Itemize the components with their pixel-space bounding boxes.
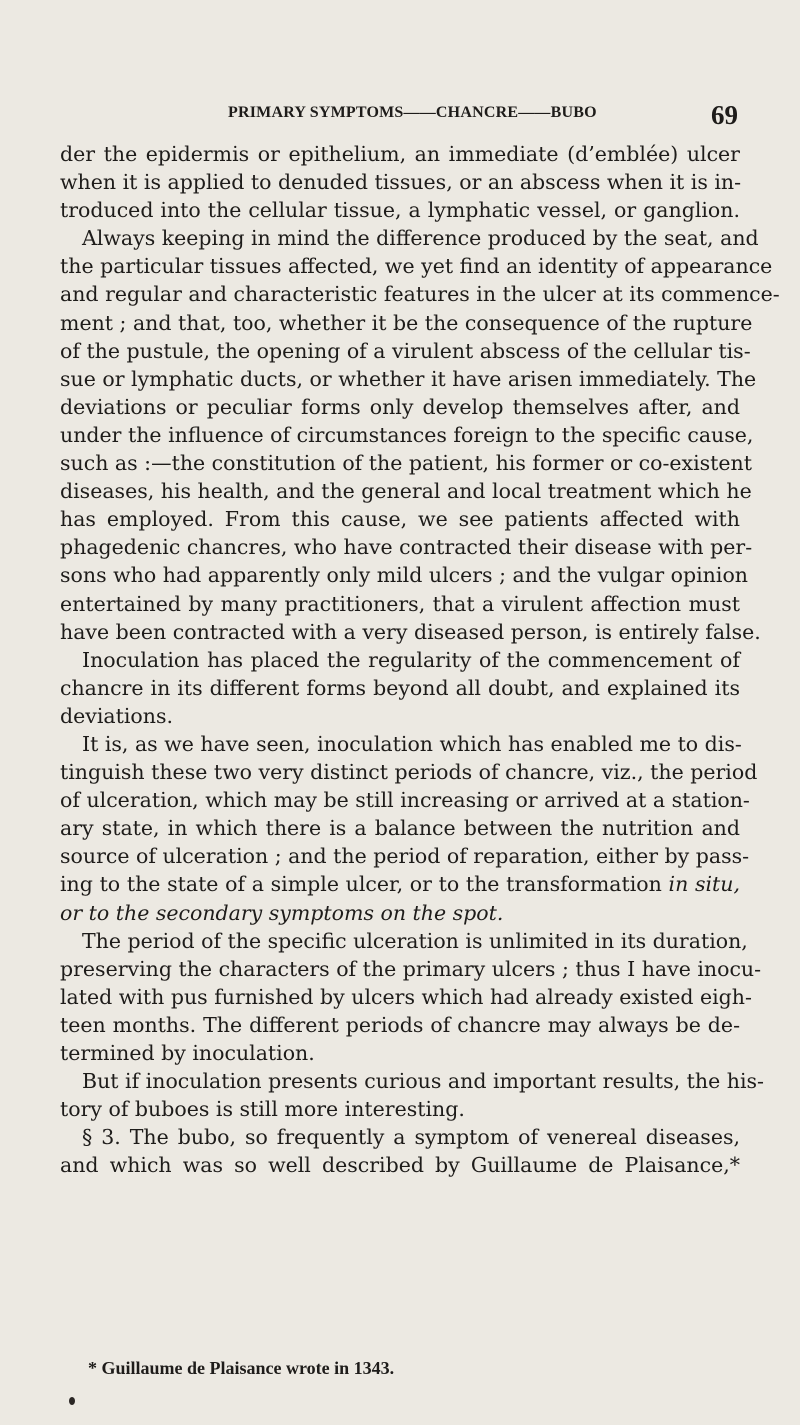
text-line: But if inoculation presents curious and important results, the his-: [82, 1069, 764, 1094]
text-line: Inoculation has placed the regularity of the commencement of: [82, 647, 740, 672]
text-line: sue or lymphatic ducts, or whether it have arisen immediately. The: [60, 366, 757, 391]
text-line: chancre in its different forms beyond all doubt, and explained its: [60, 675, 740, 700]
text-line: diseases, his health, and the general and local treatment which he: [60, 479, 752, 504]
text-line: deviations.: [60, 703, 173, 728]
text-line: lated with pus furnished by ulcers which had already existed eigh-: [60, 984, 752, 1009]
text-line: It is, as we have seen, inoculation which has enabled me to dis-: [82, 731, 742, 756]
text-line: and which was so well described by Guillaume de Plaisance,*: [60, 1153, 740, 1178]
text-line: has employed. From this cause, we see patients affected with: [60, 507, 740, 532]
text-line: tory of buboes is still more interesting.: [60, 1097, 465, 1122]
text-line: ary state, in which there is a balance between the nutrition and: [60, 816, 740, 841]
text-line: phagedenic chancres, who have contracted their disease with per-: [60, 535, 753, 560]
text-line: and regular and characteristic features in the ulcer at its commence-: [60, 282, 780, 307]
text-line: such as :—the constitution of the patient, his former or co-existent: [60, 451, 752, 476]
text-line: under the influence of circumstances foreign to the specific cause,: [60, 422, 754, 447]
page-header: [228, 100, 738, 130]
footnote: * Guillaume de Plaisance wrote in 1343.: [88, 1358, 395, 1378]
text-line: have been contracted with a very diseased person, is entirely false.: [60, 619, 761, 644]
running-head: PRIMARY SYMPTOMS——CHANCRE——BUBO: [228, 104, 597, 121]
text-line: deviations or peculiar forms only develop themselves after, and: [60, 394, 740, 419]
text-line: of ulceration, which may be still increasing or arrived at a station-: [60, 788, 750, 813]
text-line: [60, 899, 740, 927]
ink-speck: [69, 1397, 75, 1405]
text-line: the particular tissues affected, we yet find an identity of appearance: [60, 254, 773, 279]
body-text: [60, 140, 780, 1179]
page-number: 69: [711, 100, 738, 130]
text-line: ing to the state of a simple ulcer, or to the transformation in situ,: [60, 872, 740, 897]
text-line: entertained by many practitioners, that a virulent affection must: [60, 591, 740, 616]
text-line: § 3. The bubo, so frequently a symptom of venereal diseases,: [82, 1125, 740, 1150]
text-line: source of ulceration ; and the period of reparation, either by pass-: [60, 844, 750, 869]
text-line: when it is applied to denuded tissues, or an abscess when it is in-: [60, 170, 742, 195]
text-line: preserving the characters of the primary ulcers ; thus I have inocu-: [60, 956, 762, 981]
text-line: tinguish these two very distinct periods of chancre, viz., the period: [60, 760, 758, 785]
text-line: The period of the specific ulceration is unlimited in its duration,: [82, 928, 748, 953]
italic-phrase: or to the secondary symptoms on the spot.: [60, 900, 504, 925]
text-line: termined by inoculation.: [60, 1041, 315, 1065]
text-line: teen months. The different periods of chancre may always be de-: [60, 1012, 740, 1037]
text-line: of the pustule, the opening of a virulent abscess of the cellular tis-: [60, 338, 751, 363]
text-line: ment ; and that, too, whether it be the consequence of the rupture: [60, 310, 753, 335]
text-line: troduced into the cellular tissue, a lymphatic vessel, or ganglion.: [60, 198, 740, 223]
italic-phrase: in situ,: [668, 872, 740, 897]
text-line: Always keeping in mind the difference produced by the seat, and: [82, 226, 759, 251]
text-line: der the epidermis or epithelium, an immediate (d’emblée) ulcer: [60, 142, 740, 166]
text-line: sons who had apparently only mild ulcers ; and the vulgar opinion: [60, 563, 748, 588]
